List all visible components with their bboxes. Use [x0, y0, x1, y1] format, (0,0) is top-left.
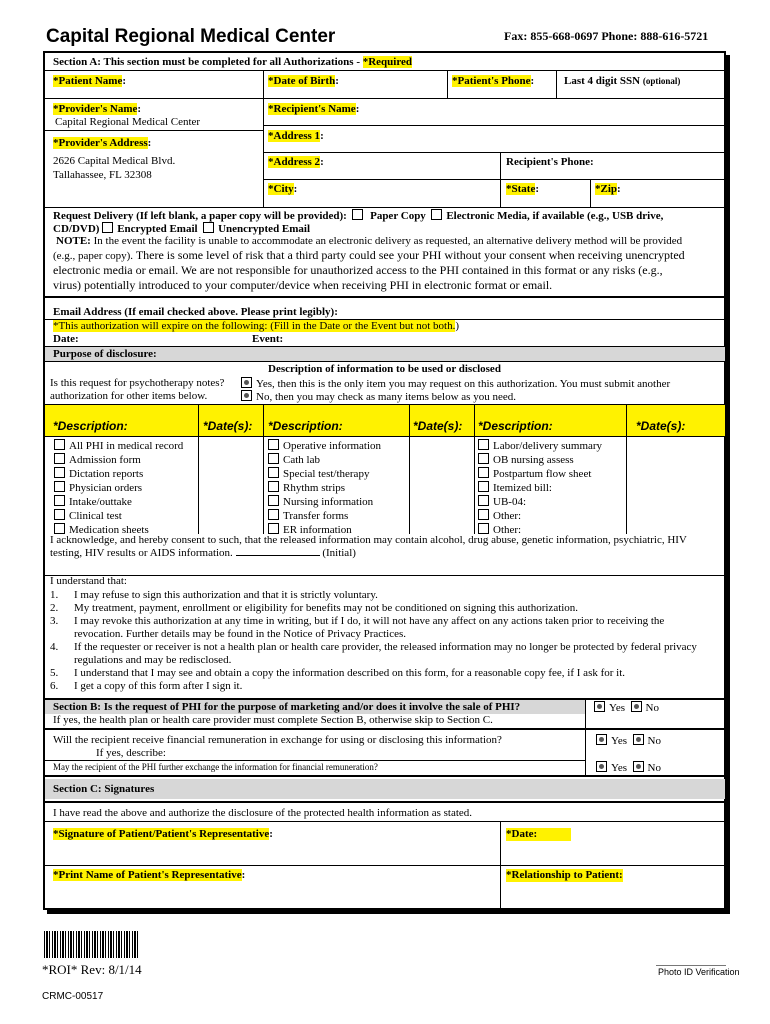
item-checkbox[interactable]: [268, 467, 279, 478]
item-checkbox[interactable]: [268, 523, 279, 534]
item-checkbox[interactable]: [54, 495, 65, 506]
divider: [585, 699, 586, 728]
divider: [656, 965, 726, 966]
item-checkbox[interactable]: [268, 509, 279, 520]
paper-copy-checkbox[interactable]: [352, 209, 363, 220]
remuneration-yes-radio[interactable]: [596, 734, 607, 745]
fax-phone-info: Fax: 855-668-0697 Phone: 888-616-5721: [504, 29, 709, 43]
list-item: 5. I understand that I may see and obtain a copy the information described on this form, for a reasonable copy fee, if I ask for it.: [50, 667, 626, 679]
section-a-heading: Section A: This section must be completed for all Authorizations - *Required: [53, 56, 413, 68]
item-checkbox[interactable]: [478, 509, 489, 520]
barcode: [44, 931, 140, 958]
divider: [585, 729, 586, 775]
divider: [263, 125, 725, 126]
divider: [45, 361, 725, 362]
divider: [45, 775, 725, 777]
acknowledge-text: I acknowledge, and hereby consent to such, that the released information may contain alcohol, drug abuse, genetic information, psychiatric, HIV: [50, 534, 687, 546]
divider: [45, 98, 725, 99]
divider: [45, 207, 725, 208]
marketing-yes: Yes No: [594, 701, 659, 715]
divider: [474, 405, 475, 534]
read-above-text: I have read the above and authorize the disclosure of the protected health information as stated.: [53, 807, 473, 819]
address1-field[interactable]: *Address 1:: [268, 130, 324, 142]
description-header-3: *Description:: [478, 419, 553, 433]
item-checkbox[interactable]: [54, 467, 65, 478]
list-item: Other:: [478, 523, 602, 537]
divider: [263, 179, 725, 180]
delivery-note-2: (e.g., paper copy). There is some level of risk that a third party could see your PHI without your consent when receiving unencrypted: [53, 248, 685, 262]
marketing-yes-radio[interactable]: [594, 701, 605, 712]
item-checkbox[interactable]: [478, 495, 489, 506]
dates-header-3: *Date(s):: [636, 419, 686, 433]
remuneration-yes: Yes No: [596, 734, 661, 748]
list-item: Itemized bill:: [478, 481, 602, 495]
item-checkbox[interactable]: [478, 467, 489, 478]
divider: [556, 70, 557, 98]
list-item: Nursing information: [268, 495, 381, 509]
list-item: Rhythm strips: [268, 481, 381, 495]
provider-name-value: Capital Regional Medical Center: [55, 116, 201, 128]
list-item: 3. I may revoke this authorization at any time in writing, but if I do, it will not have any affect on any actions taken prior to receiving the: [50, 615, 665, 627]
patient-name-field[interactable]: *Patient Name:: [53, 75, 127, 87]
delivery-note-3: electronic media or email. We are not responsible for unauthorized access to the PHI contained in this format or any risks (e.g.,: [53, 263, 663, 277]
roi-revision: *ROI* Rev: 8/1/14: [42, 962, 142, 977]
list-item: Intake/outtake: [54, 495, 183, 509]
understand-list: [50, 589, 697, 693]
exchange-yes-radio[interactable]: [596, 761, 607, 772]
delivery-note: NOTE: In the event the facility is unable to accommodate an electronic delivery as requested, an alternative delivery method will be provided: [56, 235, 683, 247]
provider-name-field[interactable]: *Provider's Name:: [53, 103, 142, 115]
recipient-phone-field[interactable]: Recipient's Phone:: [506, 156, 594, 168]
photo-id-verification[interactable]: Photo ID Verification: [658, 967, 740, 977]
item-checkbox[interactable]: [478, 439, 489, 450]
list-item: Medication sheets: [54, 523, 183, 537]
divider: [263, 152, 725, 153]
list-item: UB-04:: [478, 495, 602, 509]
divider: [263, 70, 264, 98]
psychotherapy-no-radio[interactable]: [241, 390, 252, 401]
zip-field[interactable]: *Zip:: [595, 183, 621, 195]
patient-phone-field[interactable]: *Patient's Phone:: [452, 75, 535, 87]
item-checkbox[interactable]: [54, 481, 65, 492]
item-checkbox[interactable]: [268, 439, 279, 450]
expiration-date-field[interactable]: Date:: [53, 333, 79, 345]
divider: [447, 70, 448, 98]
list-item: Physician orders: [54, 481, 183, 495]
divider: [45, 296, 725, 298]
list-item: Admission form: [54, 453, 183, 467]
signature-date-field[interactable]: *Date:: [506, 828, 571, 841]
initial-field[interactable]: [236, 555, 320, 556]
remuneration-question: Will the recipient receive financial remuneration in exchange for using or disclosing this information?: [53, 734, 502, 746]
divider: [45, 821, 725, 822]
address2-field[interactable]: *Address 2:: [268, 156, 324, 168]
psychotherapy-yes: Yes, then this is the only item you may request on this authorization. You must submit another: [241, 377, 670, 391]
expiration-note: *This authorization will expire on the following: (Fill in the Date or the Event but not both.): [53, 320, 460, 332]
psychotherapy-yes-radio[interactable]: [241, 377, 252, 388]
description-heading: Description of information to be used or disclosed: [268, 363, 501, 375]
page-title: Capital Regional Medical Center: [46, 26, 336, 47]
list-item: Transfer forms: [268, 509, 381, 523]
divider: [45, 728, 725, 730]
frame-shadow: [47, 910, 730, 914]
dates-header-2: *Date(s):: [413, 419, 463, 433]
description-header-1: *Description:: [53, 419, 128, 433]
divider: [626, 405, 627, 534]
recipient-name-field[interactable]: *Recipient's Name:: [268, 103, 360, 115]
item-checkbox[interactable]: [268, 481, 279, 492]
exchange-no-radio[interactable]: [633, 761, 644, 772]
divider: [45, 801, 725, 803]
acknowledge-text-2: testing, HIV results or AIDS information. (Initial): [50, 547, 356, 559]
electronic-media-checkbox[interactable]: [431, 209, 442, 220]
ssn-field[interactable]: Last 4 digit SSN (optional): [564, 75, 681, 87]
list-item: ER information: [268, 523, 381, 537]
item-checkbox[interactable]: [54, 509, 65, 520]
list-item: regulations and may be redisclosed.: [74, 654, 232, 666]
psychotherapy-question: Is this request for psychotherapy notes?: [50, 377, 225, 389]
form-code: CRMC-00517: [42, 991, 104, 1002]
item-checkbox[interactable]: [268, 453, 279, 464]
encrypted-email-checkbox[interactable]: [102, 222, 113, 233]
divider: [45, 575, 725, 576]
list-item: 4. If the requester or receiver is not a health plan or health care provider, the released information may no longer be protected by federal privacy: [50, 641, 697, 653]
item-checkbox[interactable]: [478, 523, 489, 534]
delivery-row-2: CD/DVD) Encrypted Email Unencrypted Email: [53, 223, 311, 235]
description-header-bar: [45, 405, 725, 436]
divider: [198, 405, 199, 534]
items-column-2: [268, 439, 381, 537]
list-item: OB nursing assess: [478, 453, 602, 467]
dates-header-1: *Date(s):: [203, 419, 253, 433]
delivery-note-4: virus) potentially introduced to your computer/device when receiving PHI in electronic format or email.: [53, 278, 553, 292]
list-item: Special test/therapy: [268, 467, 381, 481]
list-item: 1. I may refuse to sign this authorization and that it is strictly voluntary.: [50, 589, 378, 601]
item-checkbox[interactable]: [478, 481, 489, 492]
item-checkbox[interactable]: [54, 453, 65, 464]
item-checkbox[interactable]: [268, 495, 279, 506]
item-checkbox[interactable]: [478, 453, 489, 464]
items-column-3: [478, 439, 602, 537]
state-field[interactable]: *State:: [506, 183, 539, 195]
unencrypted-email-checkbox[interactable]: [203, 222, 214, 233]
list-item: Cath lab: [268, 453, 381, 467]
list-item: Other:: [478, 509, 602, 523]
list-item: 6. I get a copy of this form after I sign it.: [50, 680, 243, 692]
list-item: 2. My treatment, payment, enrollment or eligibility for benefits may not be conditioned on signing this authorization.: [50, 602, 579, 614]
list-item: Operative information: [268, 439, 381, 453]
item-checkbox[interactable]: [54, 439, 65, 450]
psychotherapy-question-2: authorization for other items below.: [50, 390, 208, 402]
divider: [45, 436, 725, 437]
city-field[interactable]: *City:: [268, 183, 298, 195]
list-item: Labor/delivery summary: [478, 439, 602, 453]
provider-address-field[interactable]: *Provider's Address:: [53, 137, 152, 149]
email-address-field[interactable]: Email Address (If email checked above. Please print legibly):: [53, 306, 338, 318]
divider: [45, 70, 725, 71]
marketing-no-radio[interactable]: [631, 701, 642, 712]
divider: [45, 865, 725, 866]
remuneration-no-radio[interactable]: [633, 734, 644, 745]
signature-field[interactable]: *Signature of Patient/Patient's Representative:: [53, 828, 273, 840]
list-item: Postpartum flow sheet: [478, 467, 602, 481]
divider: [409, 405, 410, 534]
divider: [45, 130, 263, 131]
if-yes-describe[interactable]: If yes, describe:: [96, 747, 166, 759]
purpose-of-disclosure-field[interactable]: Purpose of disclosure:: [53, 348, 157, 360]
understand-intro: I understand that:: [50, 575, 127, 587]
list-item: revocation. Further details may be found in the Notice of Privacy Practices.: [74, 628, 407, 640]
expiration-event-field[interactable]: Event:: [252, 333, 284, 345]
divider: [590, 179, 591, 207]
item-checkbox[interactable]: [54, 523, 65, 534]
list-item: Dictation reports: [54, 467, 183, 481]
exchange-yes: Yes No: [596, 761, 661, 775]
frame-shadow: [726, 55, 730, 914]
description-header-2: *Description:: [268, 419, 343, 433]
list-item: All PHI in medical record: [54, 439, 183, 453]
date-of-birth-field[interactable]: *Date of Birth:: [268, 75, 339, 87]
items-column-1: [54, 439, 183, 537]
section-b-heading: Section B: Is the request of PHI for the purpose of marketing and/or does it involve the sale of PHI?: [53, 701, 521, 713]
section-b-subtext: If yes, the health plan or health care provider must complete Section B, otherwise skip to Section C.: [53, 714, 493, 726]
relationship-field[interactable]: *Relationship to Patient:: [506, 869, 623, 881]
section-c-heading: Section C: Signatures: [53, 783, 155, 795]
delivery-row: Request Delivery (If left blank, a paper copy will be provided): Paper Copy Electronic Media, if available (e.g., USB drive,: [53, 210, 664, 222]
list-item: Clinical test: [54, 509, 183, 523]
divider: [263, 405, 264, 534]
print-name-field[interactable]: *Print Name of Patient's Representative:: [53, 869, 246, 881]
provider-address-line1: 2626 Capital Medical Blvd.: [53, 155, 176, 167]
psychotherapy-no: No, then you may check as many items below as you need.: [241, 390, 516, 404]
provider-address-line2: Tallahassee, FL 32308: [53, 169, 152, 181]
further-exchange-question: May the recipient of the PHI further exchange the information for financial remuneration?: [53, 762, 378, 772]
